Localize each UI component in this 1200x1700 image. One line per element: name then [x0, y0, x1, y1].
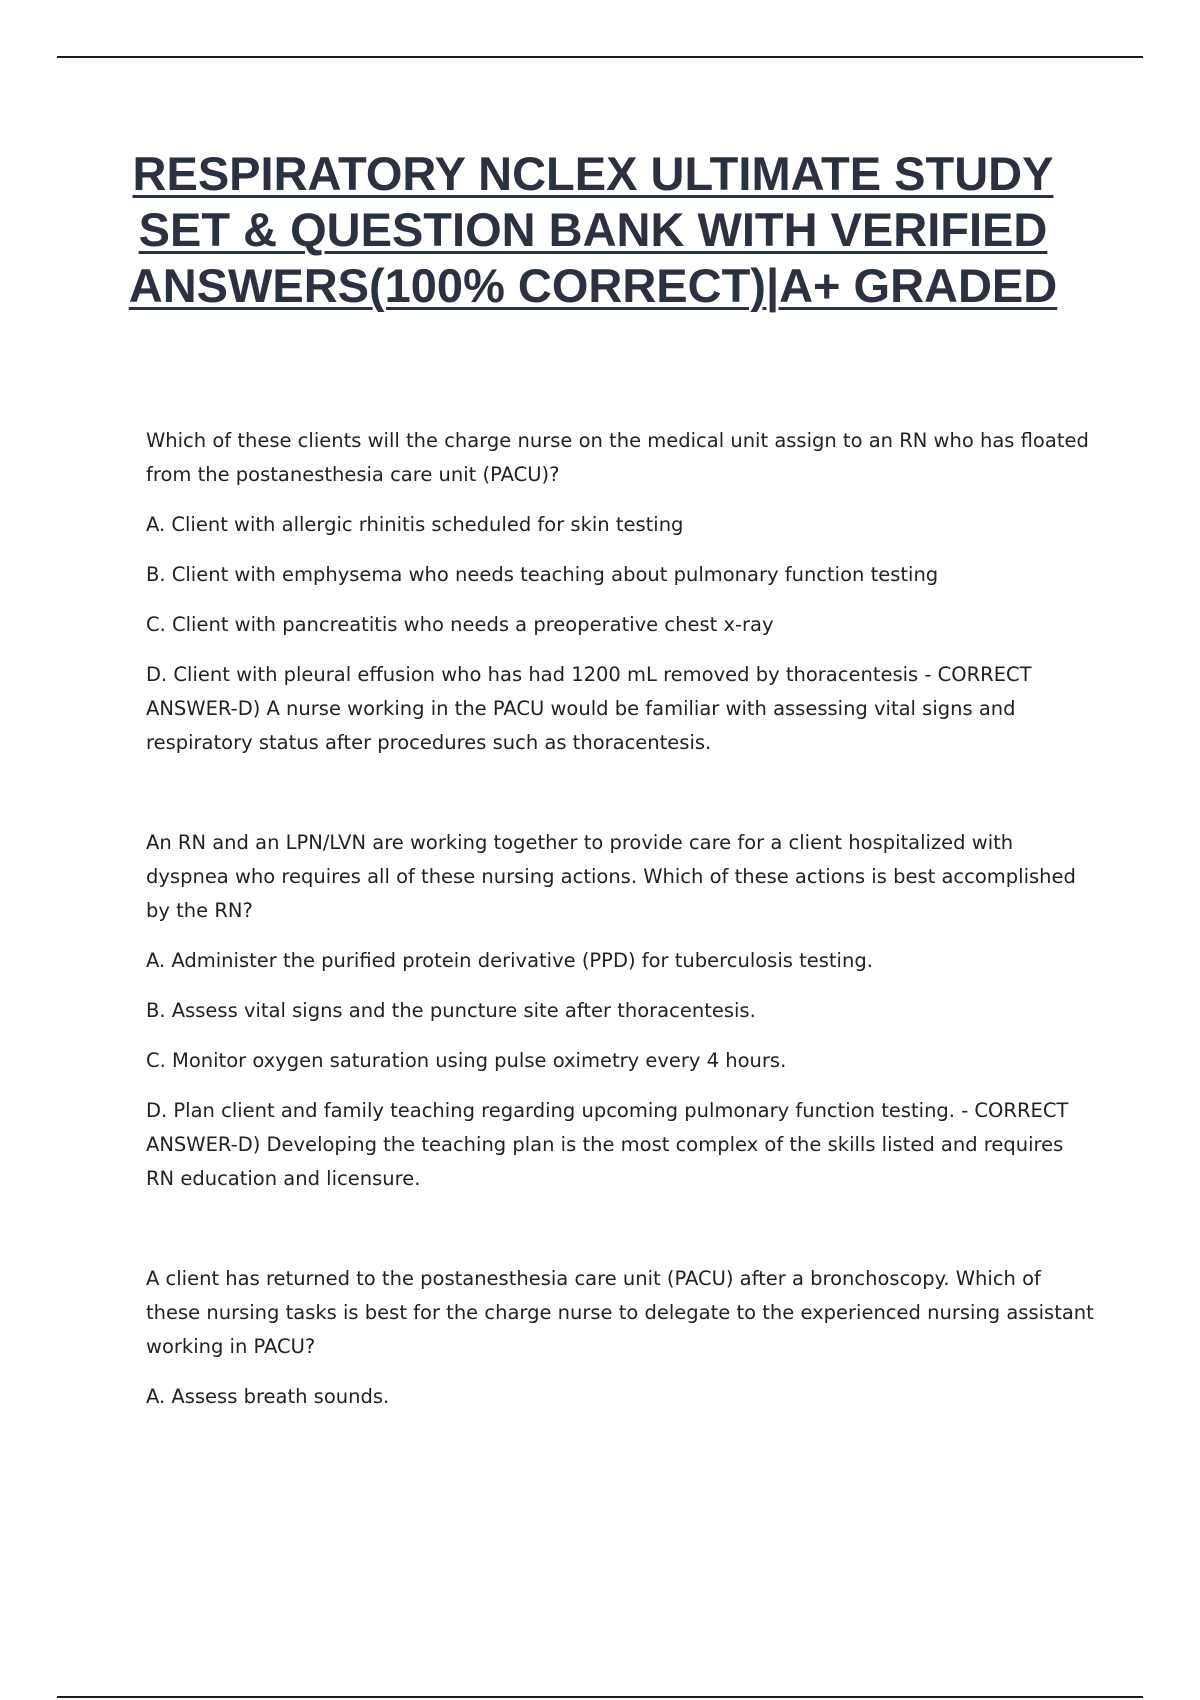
document-title [100, 146, 1086, 314]
question-text: A client has returned to the postanesthesia care unit (PACU) after a bronchoscopy. Which of these nursing tasks is best for the charge nurse to delegate to the experienced nursing assistant working in PACU? [146, 1267, 1094, 1358]
answer-option-a: A. Administer the purified protein derivative (PPD) for tuberculosis testing. [146, 949, 873, 972]
question-block-2 [146, 826, 1096, 1196]
answer-option-b: B. Client with emphysema who needs teaching about pulmonary function testing [146, 563, 939, 586]
answer-option-b: B. Assess vital signs and the puncture site after thoracentesis. [146, 999, 756, 1022]
answer-option-d: D. Plan client and family teaching regarding upcoming pulmonary function testing. - CORRECT ANSWER-D) Developing the teaching plan is the most complex of the skills listed and requires RN education and licensure. [146, 1099, 1069, 1190]
question-text: An RN and an LPN/LVN are working together to provide care for a client hospitalized with dyspnea who requires all of these nursing actions. Which of these actions is best accomplished by the RN? [146, 831, 1076, 922]
bottom-rule [57, 1696, 1143, 1698]
question-block-1 [146, 424, 1096, 760]
question-text: Which of these clients will the charge nurse on the medical unit assign to an RN who has floated from the postanesthesia care unit (PACU)? [146, 429, 1089, 486]
answer-option-c: C. Monitor oxygen saturation using pulse oximetry every 4 hours. [146, 1049, 787, 1072]
answer-option-d: D. Client with pleural effusion who has had 1200 mL removed by thoracentesis - CORRECT ANSWER-D) A nurse working in the PACU would be familiar with assessing vital signs and respiratory status after procedures such as thoracentesis. [146, 663, 1032, 754]
answer-option-a: A. Client with allergic rhinitis scheduled for skin testing [146, 513, 684, 536]
question-block-3 [146, 1262, 1096, 1414]
document-title-text: RESPIRATORY NCLEX ULTIMATE STUDY SET & QUESTION BANK WITH VERIFIED ANSWERS(100% CORRECT)|A+ GRADED [128, 147, 1058, 312]
question-list [146, 424, 1096, 1430]
answer-option-a: A. Assess breath sounds. [146, 1385, 390, 1408]
answer-option-c: C. Client with pancreatitis who needs a preoperative chest x-ray [146, 613, 774, 636]
top-rule [57, 56, 1143, 58]
